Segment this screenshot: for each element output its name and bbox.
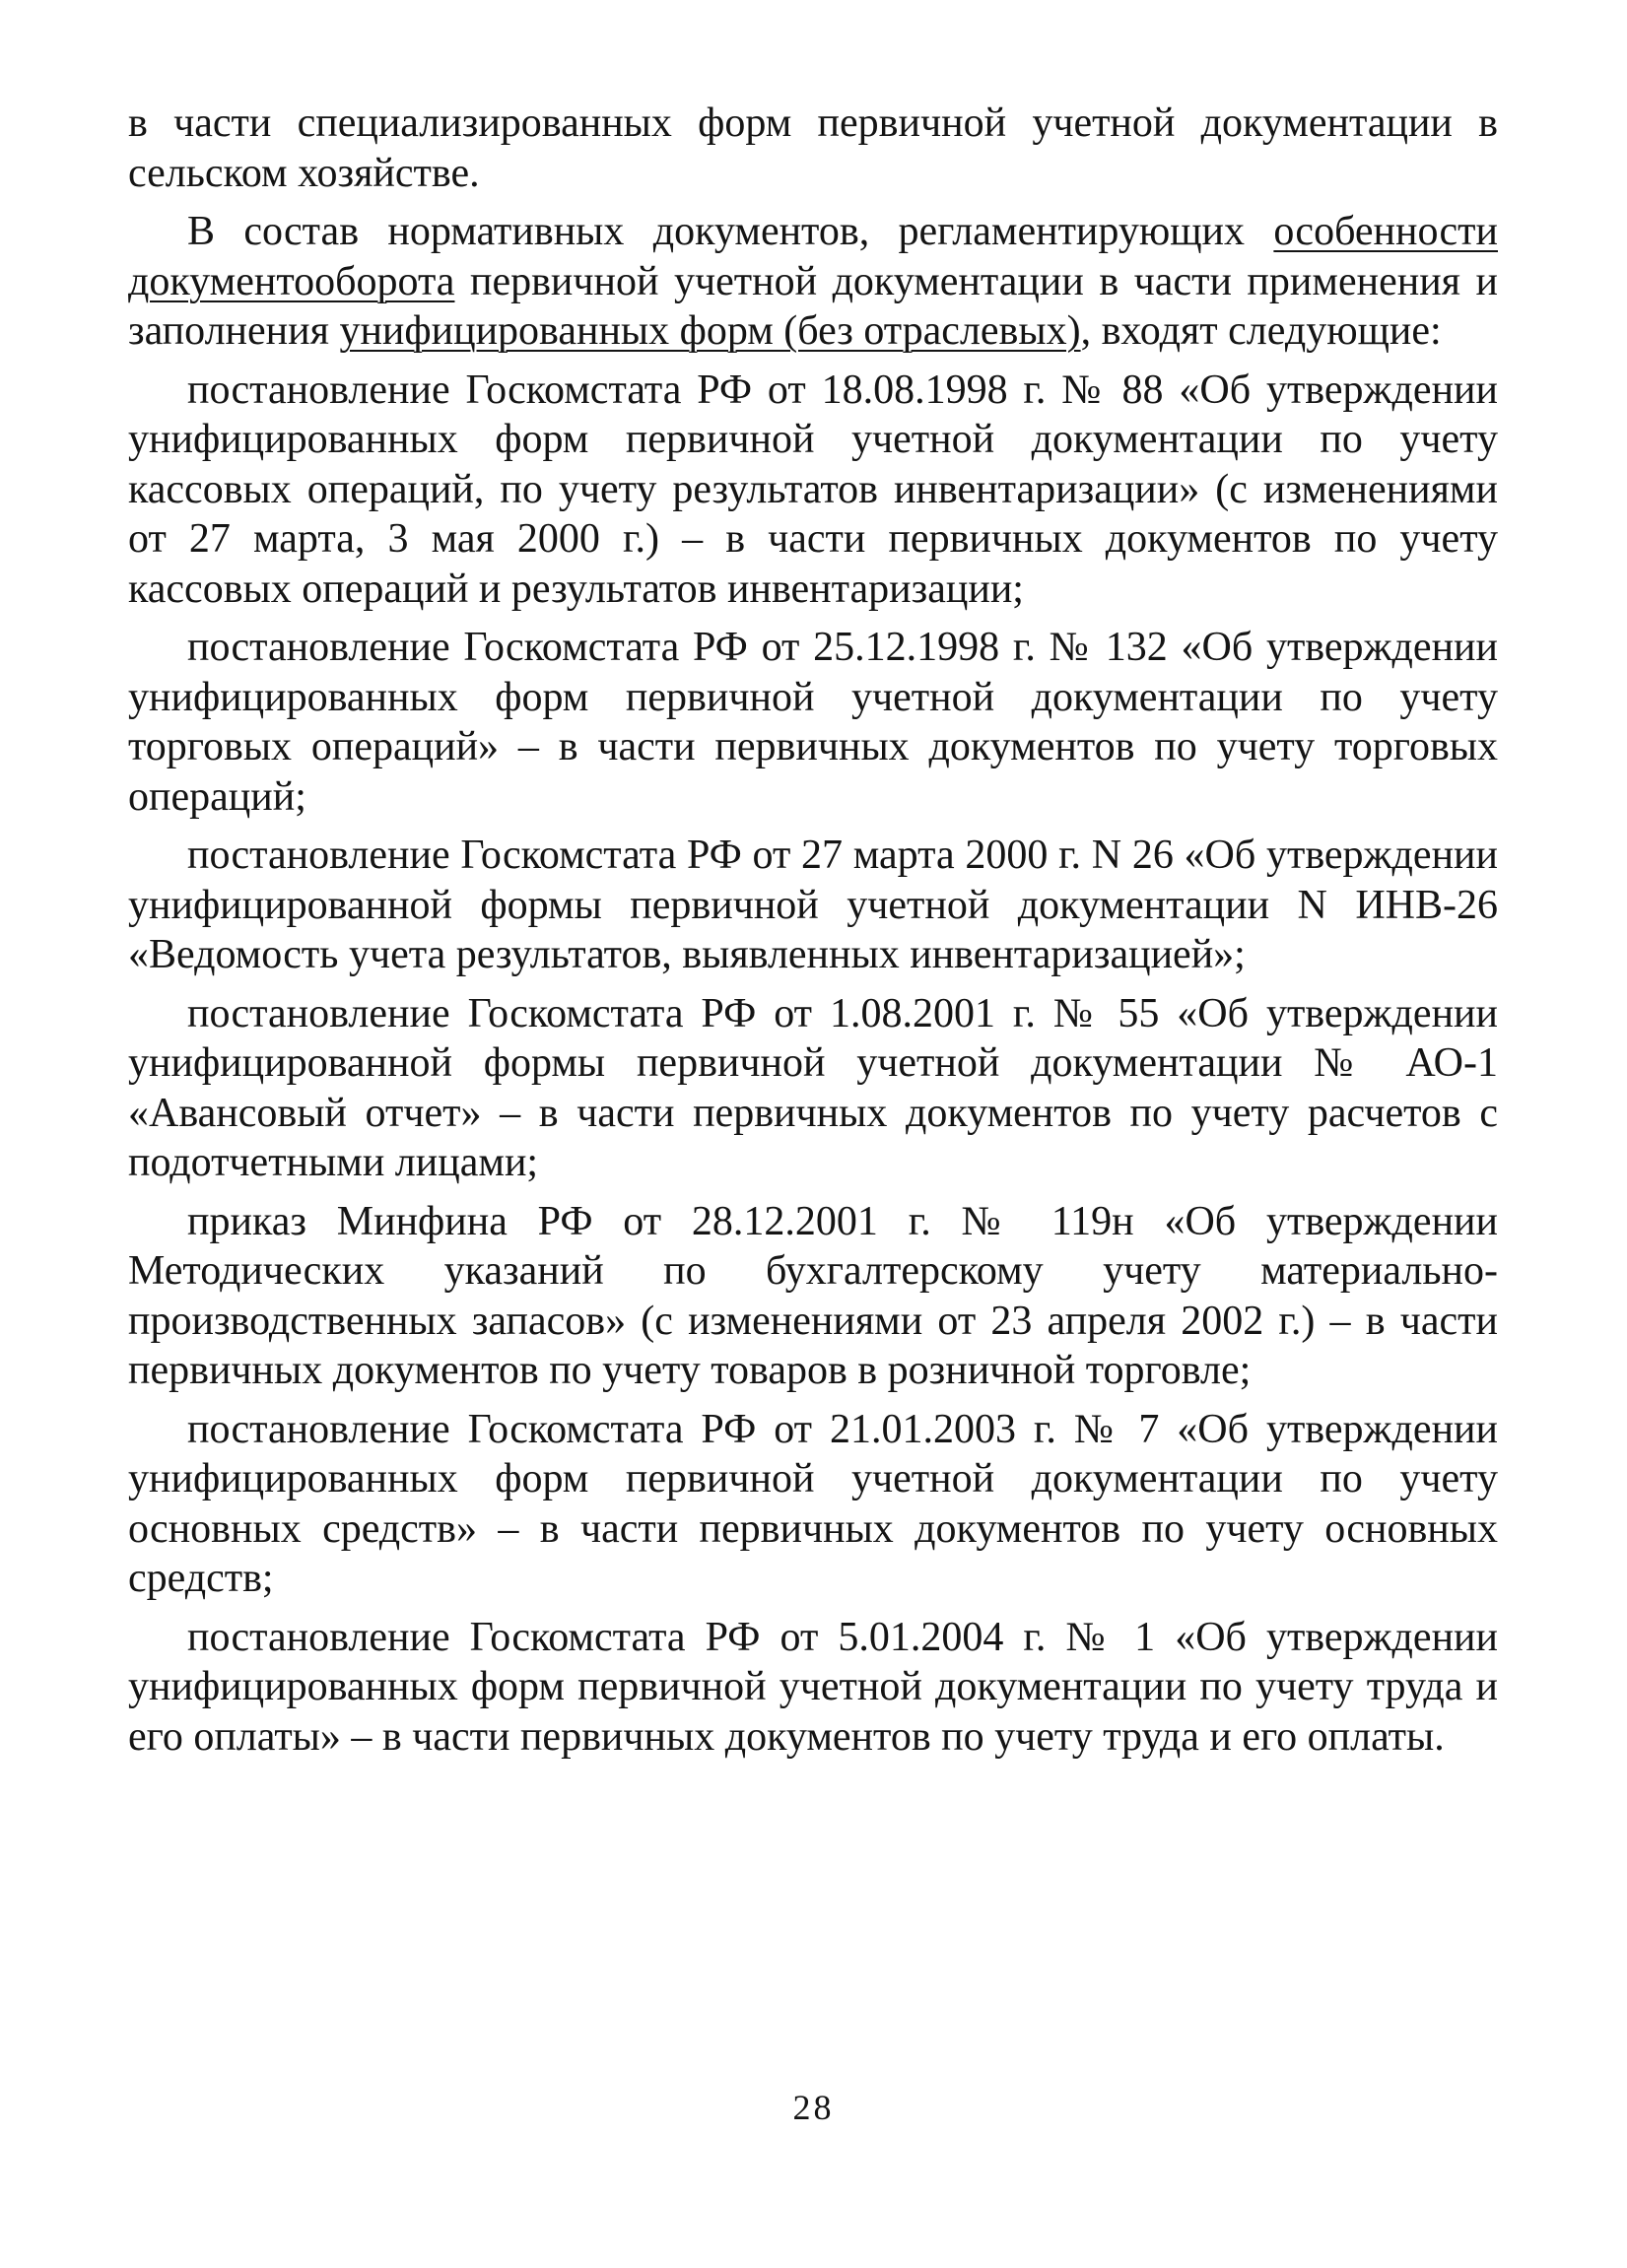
- list-item-decree-1: постановление Госкомстата РФ от 5.01.2004 г. № 1 «Об утверждении унифицированных форм первичной учетной документации по учету труда и его оплаты» – в части первичных документов по учету труда и его оплаты.: [128, 1614, 1498, 1760]
- composition-text-2: первичной учетной документации в части применения и заполнения: [128, 258, 1498, 354]
- composition-text-3: , входят следующие:: [1080, 308, 1442, 354]
- underlined-phrase-document-flow: особенности документооборота: [128, 209, 1498, 304]
- intro-paragraph: в части специализированных форм первичной учетной документации в сельском хозяйстве.: [128, 100, 1498, 196]
- document-page: [128, 99, 1498, 1762]
- list-item-order-119n: приказ Минфина РФ от 28.12.2001 г. № 119н «Об утверждении Методических указаний по бухгалтерскому учету материально-производственных запасов» (с изменениями от 23 апреля 2002 г.) – в части первичных документов по учету товаров в розничной торговле;: [128, 1198, 1498, 1393]
- underlined-phrase-unified-forms: унифицированных форм (без отраслевых): [339, 308, 1081, 354]
- composition-paragraph: [128, 207, 1498, 357]
- list-item-decree-26: постановление Госкомстата РФ от 27 марта 2000 г. N 26 «Об утверждении унифицированной формы первичной учетной документации N ИНВ-26 «Ведомость учета результатов, выявленных инвентаризацией»;: [128, 833, 1498, 977]
- list-item-decree-55: постановление Госкомстата РФ от 1.08.2001 г. № 55 «Об утверждении унифицированной формы первичной учетной документации № АО-1 «Авансовый отчет» – в части первичных документов по учету расчетов с подотчетными лицами;: [128, 990, 1498, 1185]
- composition-text-1: В состав нормативных документов, регламентирующих: [187, 209, 1274, 254]
- page-number: 28: [792, 2088, 835, 2127]
- list-item-decree-7: постановление Госкомстата РФ от 21.01.2003 г. № 7 «Об утверждении унифицированных форм первичной учетной документации по учету основных средств» – в части первичных документов по учету основных средств;: [128, 1406, 1498, 1601]
- list-item-decree-132: постановление Госкомстата РФ от 25.12.1998 г. № 132 «Об утверждении унифицированных форм первичной учетной документации по учету торговых операций» – в части первичных документов по учету торговых операций;: [128, 625, 1498, 820]
- list-item-decree-88: постановление Госкомстата РФ от 18.08.1998 г. № 88 «Об утверждении унифицированных форм первичной учетной документации по учету кассовых операций, по учету результатов инвентаризации» (с изменениями от 27 марта, 3 мая 2000 г.) – в части первичных документов по учету кассовых операций и результатов инвентаризации;: [128, 367, 1498, 612]
